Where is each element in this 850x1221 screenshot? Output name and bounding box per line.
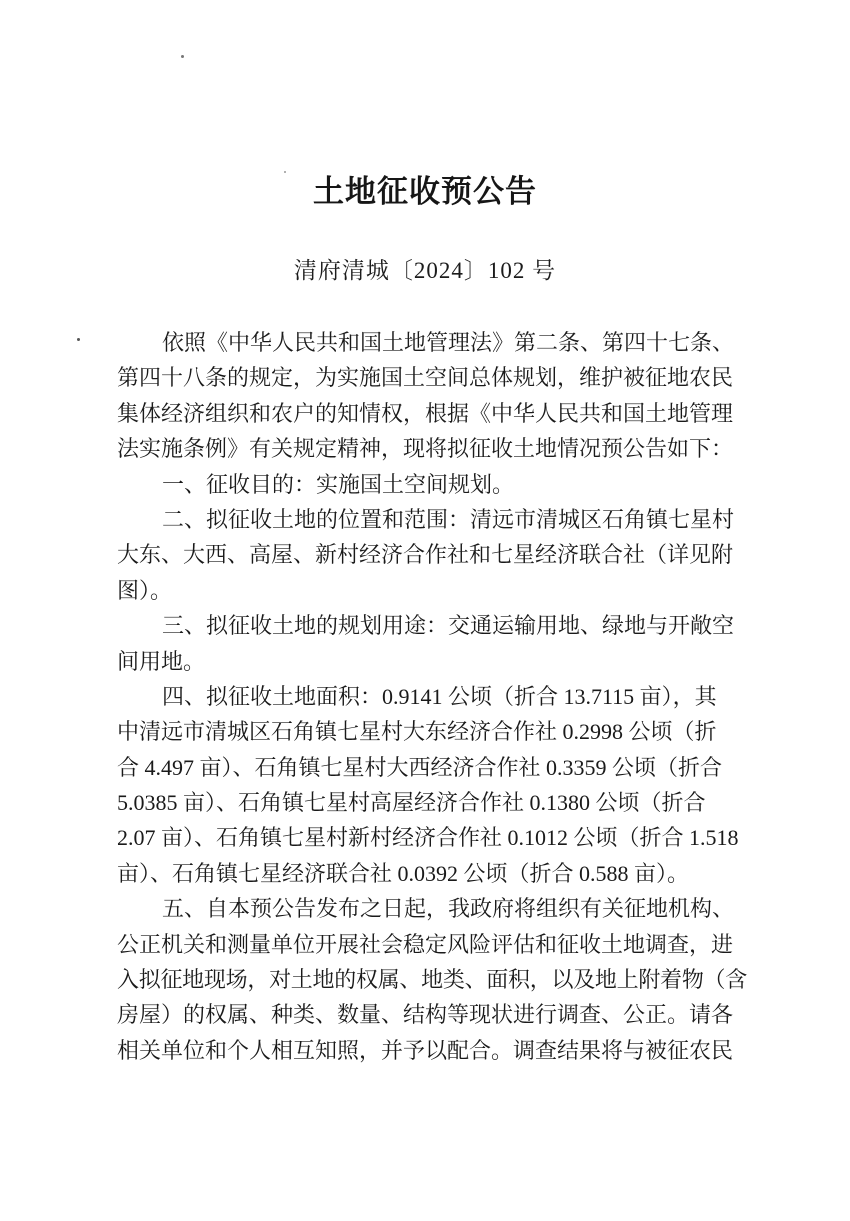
body-line: 法实施条例》有关规定精神，现将拟征收土地情况预公告如下： — [117, 436, 734, 462]
body-line: 相关单位和个人相互知照，并予以配合。调查结果将与被征农民 — [117, 1037, 734, 1063]
body-line: 中清远市清城区石角镇七星村大东经济合作社 0.2998 公顷（折 — [117, 719, 717, 745]
body-line: 入拟征地现场，对土地的权属、地类、面积，以及地上附着物（含 — [117, 967, 748, 993]
body-line: 公正机关和测量单位开展社会稳定风险评估和征收土地调查，进 — [117, 931, 734, 957]
body-line: 亩）、石角镇七星经济联合社 0.0392 公顷（折合 0.588 亩）。 — [117, 860, 690, 886]
body-line: 二、拟征收土地的位置和范围：清远市清城区石角镇七星村 — [162, 506, 735, 532]
body-line: 集体经济组织和农户的知情权，根据《中华人民共和国土地管理 — [117, 400, 734, 426]
body-line: 房屋）的权属、种类、数量、结构等现状进行调查、公正。请各 — [117, 1002, 734, 1028]
page-title: 土地征收预公告 — [313, 174, 537, 209]
body-line: 大东、大西、高屋、新村经济合作社和七星经济联合社（详见附 — [117, 542, 734, 568]
body-line: 第四十八条的规定，为实施国土空间总体规划，维护被征地农民 — [117, 365, 734, 391]
body-line: 图）。 — [117, 577, 173, 603]
body-line: 合 4.497 亩）、石角镇七星村大西经济合作社 0.3359 公顷（折合 — [117, 754, 723, 780]
doc-number: 清府清城〔2024〕102 号 — [293, 258, 557, 283]
body-line: 依照《中华人民共和国土地管理法》第二条、第四十七条、 — [162, 330, 735, 355]
body-line: 三、拟征收土地的规划用途：交通运输用地、绿地与开敞空 — [162, 613, 735, 639]
body-line: 2.07 亩）、石角镇七星村新村经济合作社 0.1012 公顷（折合 1.518 — [117, 825, 739, 851]
document-body — [117, 325, 747, 1068]
body-line: 5.0385 亩）、石角镇七星村高屋经济合作社 0.1380 公顷（折合 — [117, 790, 706, 816]
body-line: 四、拟征收土地面积：0.9141 公顷（折合 13.7115 亩），其 — [162, 683, 717, 709]
body-line: 间用地。 — [117, 648, 206, 674]
scan-speck — [77, 338, 80, 341]
body-line: 一、征收目的：实施国土空间规划。 — [162, 471, 515, 497]
body-line: 五、自本预公告发布之日起，我政府将组织有关征地机构、 — [162, 896, 735, 922]
scan-speck — [181, 55, 184, 58]
